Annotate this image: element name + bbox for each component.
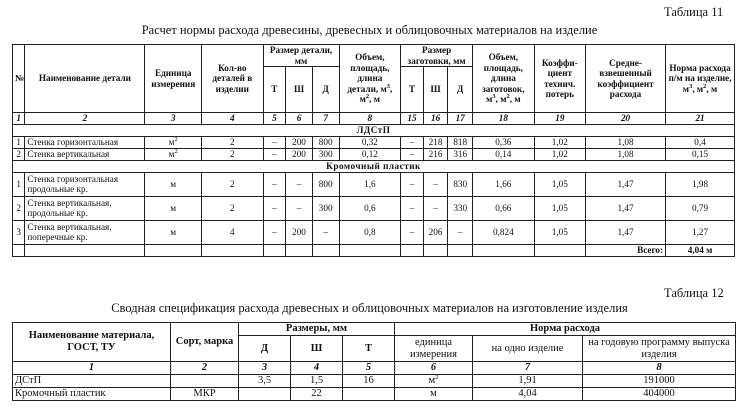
cell-norm: 0,4 [666,136,735,148]
cell-blank-vol: 0,66 [473,196,535,220]
cell-avg: 1,08 [585,136,665,148]
cell-avg: 1,47 [585,220,665,244]
col-number: 3 [145,113,201,125]
cell-d: – [312,220,339,244]
cell-norm: 1,98 [666,172,735,196]
col-number: 6 [286,113,313,125]
header-per-item: на одно изделие [473,336,583,362]
col-number: 6 [395,362,473,375]
table-row [13,388,736,401]
table-row [13,196,735,220]
cell-blank-t: – [401,172,424,196]
total-row [13,244,735,256]
cell-w: 200 [286,148,313,160]
col-number: 4 [291,362,343,375]
cell-coef: 1,05 [534,172,585,196]
cell-name: Стенка вертикальная, продольные кр. [25,196,145,220]
header-loss-coef: Коэффи-циент технич. потерь [534,45,585,113]
cell-name: Стенка вертикальная [25,148,145,160]
cell-vol: 0,8 [339,220,401,244]
header-norm: Норма расхода [395,323,736,336]
cell-name: Стенка горизонтальная [25,136,145,148]
cell-vol: 0,32 [339,136,401,148]
cell-vol: 0,12 [339,148,401,160]
col-number: 2 [171,362,239,375]
cell-unit: $м^2$ [395,375,473,388]
header-part-volume: Объем, площадь, длина детали, $м^3$, $м^2$, м [339,45,401,113]
cell-blank-w: 216 [423,148,448,160]
cell-t: 16 [343,375,395,388]
table-12-title: Сводная спецификация расхода древесных и облицовочных материалов на изготовление изделия [111,301,628,315]
col-number: 21 [666,113,735,125]
cell-d: 300 [312,148,339,160]
header-name: Наименование детали [25,45,145,113]
header-part-w: Ш [286,67,313,113]
table-row [13,172,735,196]
cell-avg: 1,47 [585,172,665,196]
col-number: 3 [239,362,291,375]
col-number: 17 [448,113,473,125]
header-blank-w: Ш [423,67,448,113]
header-blank-volume: Объем, площадь, длина заготовок, $м^3$, $м^2$, м [473,45,535,113]
cell-no: 1 [13,172,25,196]
cell-blank-d: 818 [448,136,473,148]
cell-unit: $м^2$ [145,148,201,160]
col-number: 5 [263,113,286,125]
col-number: 1 [13,362,171,375]
cell-w: – [286,172,313,196]
section-edge-plastic: Кромочный пластик [13,160,735,172]
header-d: Д [239,336,291,362]
col-number: 19 [534,113,585,125]
table-row [13,148,735,160]
col-number: 15 [401,113,424,125]
cell-count: 2 [201,148,263,160]
cell-blank-d: 316 [448,148,473,160]
cell-name: Стенка вертикальная, поперечные кр. [25,220,145,244]
table-row [13,375,736,388]
cell-blank-t: – [401,220,424,244]
header-unit: Единица измерения [145,45,201,113]
col-number: 5 [343,362,395,375]
header-avg-coef: Средне-взвешенный коэффициент расхода [585,45,665,113]
header-blank-size: Размер заготовки, мм [401,45,473,67]
cell-unit: м [145,172,201,196]
header-part-t: Т [263,67,286,113]
table-11-title: Расчет нормы расхода древесины, древесных и облицовочных материалов на изделие [141,23,598,37]
header-norm: Норма расхода п/м на изделие, $м^3$, $м^2$, м [666,45,735,113]
col-number: 7 [312,113,339,125]
cell-blank-vol: 0,14 [473,148,535,160]
cell-blank-vol: 0,824 [473,220,535,244]
header-part-d: Д [312,67,339,113]
cell-avg: 1,08 [585,148,665,160]
cell-no: 3 [13,220,25,244]
header-grade: Сорт, марка [171,323,239,362]
cell-no: 2 [13,196,25,220]
cell-t: – [263,172,286,196]
cell-t: – [263,220,286,244]
cell-t: – [263,136,286,148]
header-material-name: Наименование материала, ГОСТ, ТУ [13,323,171,362]
header-count: Кол-во деталей в изделии [201,45,263,113]
total-label: Всего: [585,244,665,256]
cell-norm: 0,79 [666,196,735,220]
cell-vol: 1,6 [339,172,401,196]
cell-count: 2 [201,172,263,196]
col-number: 8 [339,113,401,125]
cell-t: – [263,196,286,220]
cell-d: 3,5 [239,375,291,388]
total-value: 4,04 м [666,244,735,256]
cell-blank-w: – [423,196,448,220]
cell-coef: 1,05 [534,220,585,244]
cell-unit: $м^2$ [145,136,201,148]
table-row [13,136,735,148]
cell-d: 800 [312,172,339,196]
norm-calculation-table [12,44,735,257]
cell-w: 200 [286,220,313,244]
cell-blank-t: – [401,148,424,160]
cell-per-item: 1,91 [473,375,583,388]
cell-blank-w: 218 [423,136,448,148]
cell-blank-vol: 0,36 [473,136,535,148]
cell-norm: 1,27 [666,220,735,244]
cell-coef: 1,05 [534,196,585,220]
col-number: 20 [585,113,665,125]
cell-norm: 0,15 [666,148,735,160]
column-numbers-row [13,362,736,375]
column-numbers-row [13,113,735,125]
header-part-size: Размер детали, мм [263,45,339,67]
cell-d: 300 [312,196,339,220]
header-sizes: Размеры, мм [239,323,395,336]
cell-count: 2 [201,136,263,148]
cell-no: 1 [13,136,25,148]
col-number: 8 [583,362,736,375]
cell-avg: 1,47 [585,196,665,220]
cell-w: 22 [291,388,343,401]
cell-no: 2 [13,148,25,160]
cell-w: 200 [286,136,313,148]
cell-count: 4 [201,220,263,244]
header-per-year: на годовую программу выпуска изделия [583,336,736,362]
header-blank-t: Т [401,67,424,113]
cell-vol: 0,6 [339,196,401,220]
cell-per-item: 4,04 [473,388,583,401]
cell-blank-d: – [448,220,473,244]
cell-material: ДСтП [13,375,171,388]
cell-coef: 1,02 [534,148,585,160]
cell-w: – [286,196,313,220]
cell-unit: м [145,220,201,244]
col-number: 18 [473,113,535,125]
cell-blank-d: 830 [448,172,473,196]
header-blank-d: Д [448,67,473,113]
cell-material: Кромочный пластик [13,388,171,401]
table-11-label: Таблица 11 [664,5,724,19]
cell-blank-w: – [423,172,448,196]
cell-count: 2 [201,196,263,220]
cell-t [343,388,395,401]
col-number: 2 [25,113,145,125]
cell-d [239,388,291,401]
cell-d: 800 [312,136,339,148]
col-number: 7 [473,362,583,375]
materials-spec-table [12,322,736,401]
header-t: Т [343,336,395,362]
cell-per-year: 404000 [583,388,736,401]
cell-t: – [263,148,286,160]
cell-per-year: 191000 [583,375,736,388]
header-no: № [13,45,25,113]
cell-grade: МКР [171,388,239,401]
header-w: Ш [291,336,343,362]
table-12-label: Таблица 12 [664,286,724,300]
cell-name: Стенка горизонтальная продольные кр. [25,172,145,196]
section-ldsp: ЛДСтП [13,124,735,136]
cell-grade [171,375,239,388]
cell-blank-t: – [401,136,424,148]
cell-unit: м [395,388,473,401]
cell-blank-t: – [401,196,424,220]
cell-blank-vol: 1,66 [473,172,535,196]
header-unit: единица измерения [395,336,473,362]
cell-blank-d: 330 [448,196,473,220]
cell-w: 1,5 [291,375,343,388]
table-row [13,220,735,244]
col-number: 4 [201,113,263,125]
cell-coef: 1,02 [534,136,585,148]
cell-blank-w: 206 [423,220,448,244]
cell-unit: м [145,196,201,220]
col-number: 16 [423,113,448,125]
col-number: 1 [13,113,25,125]
